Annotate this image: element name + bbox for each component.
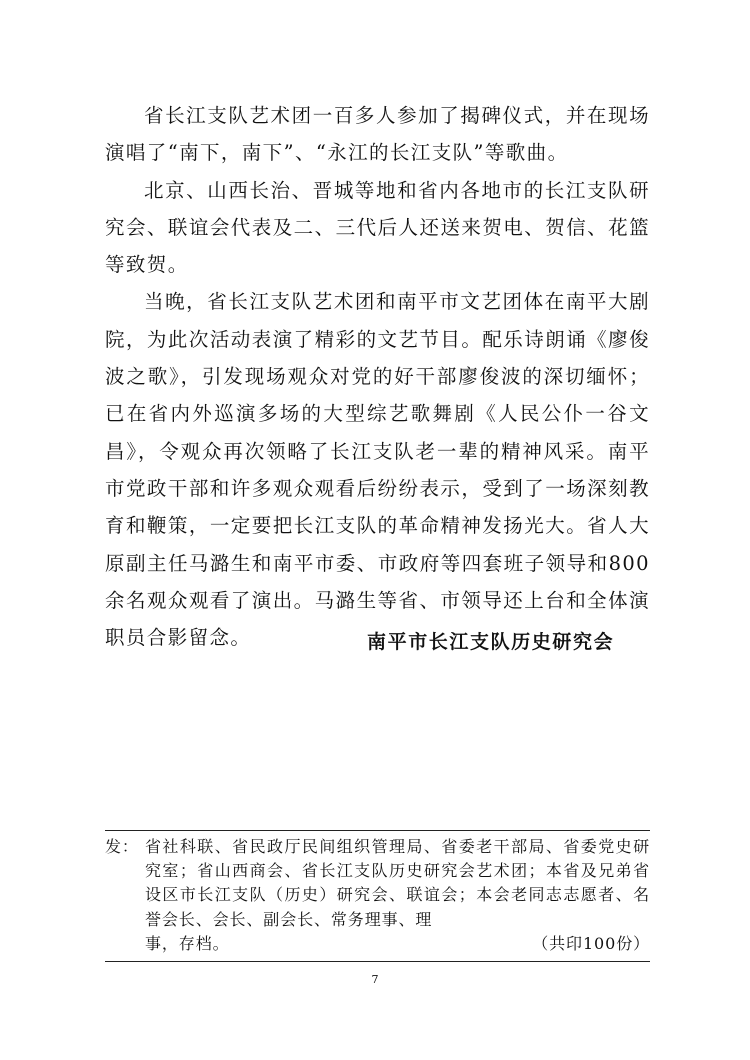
distribution-block xyxy=(105,830,650,962)
paragraph-2: 北京、山西长治、晋城等地和省内各地市的长江支队研究会、联谊会代表及二、三代后人还送来贺电、贺信、花篮等致贺。 xyxy=(105,178,650,277)
distribution-last-text: 事，存档。 xyxy=(145,933,230,953)
signature: 南平市长江支队历史研究会 xyxy=(367,631,615,653)
paragraph-3: 当晚，省长江支队艺术团和南平市文艺团体在南平大剧院，为此次活动表演了精彩的文艺节目。配乐诗朗诵《廖俊波之歌》，引发现场观众对党的好干部廖俊波的深切缅怀；已在省内外巡演多场的大型综艺歌舞剧《人民公仆一谷文昌》，令观众再次领略了长江支队老一辈的精神风采。南平市党政干部和许多观众观看后纷纷表示，受到了一场深刻教育和鞭策，一定要把长江支队的革命精神发扬光大。省人大原副主任马潞生和南平市委、市政府等四套班子领导和800余名观众观看了演出。马潞生等省、市领导还上台和全体演职员合影留念。 xyxy=(105,290,650,650)
distribution-recipients: 省社科联、省民政厅民间组织管理局、省委老干部局、省委党史研究室；省山西商会、省长江支队历史研究会艺术团；本省及兄弟省设区市长江支队（历史）研究会、联谊会；本会老同志志愿者、名誉会长、会长、副会长、常务理事、理 xyxy=(145,837,650,929)
distribution-last-line xyxy=(145,932,650,956)
print-copies: （共印100份） xyxy=(532,933,650,953)
distribution-content xyxy=(145,835,650,956)
paragraph-1: 省长江支队艺术团一百多人参加了揭碑仪式，并在现场演唱了“南下，南下”、“永江的长江支队”等歌曲。 xyxy=(105,104,650,165)
body-text xyxy=(105,97,650,656)
page-number: 7 xyxy=(371,973,379,986)
distribution-label: 发： xyxy=(105,837,139,856)
distribution-row xyxy=(105,835,650,956)
